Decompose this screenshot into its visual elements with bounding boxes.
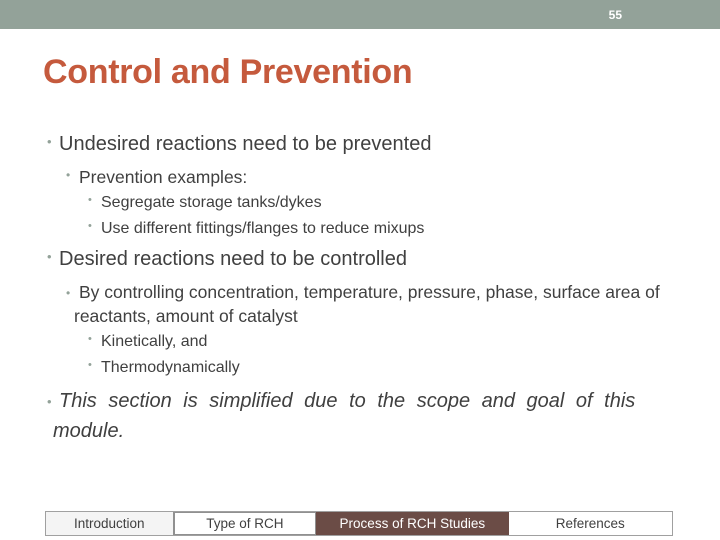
bullet-text: Desired reactions need to be controlled [59,248,407,270]
bullet-text: Segregate storage tanks/dykes [101,194,322,211]
bullet-text: This section is simplified due to the scope and goal of this module. [53,390,636,442]
bullet-prevention-examples [66,167,248,188]
slide-number: 55 [608,8,622,22]
bullet-section-simplified [47,386,673,446]
bullet-desired-reactions [47,248,407,271]
bullet-text: Thermodynamically [101,359,240,376]
bullet-dot: • [88,333,92,345]
bottom-navigation [45,511,673,536]
bullet-dot: • [47,394,52,409]
bullet-text: Prevention examples: [79,167,248,187]
slide-title: Control and Prevention [43,53,413,91]
bullet-text: Use different fittings/flanges to reduce mixups [101,220,425,237]
bullet-segregate-storage [88,194,322,212]
bullet-text: Undesired reactions need to be prevented [59,133,432,155]
bullet-dot: • [88,194,92,206]
top-bar [0,0,720,29]
bullet-dot: • [88,220,92,232]
bullet-undesired-reactions [47,133,432,156]
bullet-text: By controlling concentration, temperature, pressure, phase, surface area of reactants, amount of catalyst [74,282,660,326]
bullet-dot: • [47,249,52,264]
bullet-kinetically [88,333,208,351]
bullet-dot: • [66,286,71,300]
bullet-thermodynamically [88,359,240,377]
bullet-dot: • [88,359,92,371]
bullet-different-fittings [88,220,425,238]
bullet-text: Kinetically, and [101,333,208,350]
nav-type-of-rch-button[interactable]: Type of RCH [174,512,317,535]
bullet-dot: • [66,168,71,182]
bullet-controlling-concentration [66,280,684,328]
nav-process-of-rch-studies-button[interactable]: Process of RCH Studies [316,512,508,535]
nav-introduction-button[interactable]: Introduction [46,512,174,535]
nav-references-button[interactable]: References [509,512,672,535]
bullet-dot: • [47,134,52,149]
